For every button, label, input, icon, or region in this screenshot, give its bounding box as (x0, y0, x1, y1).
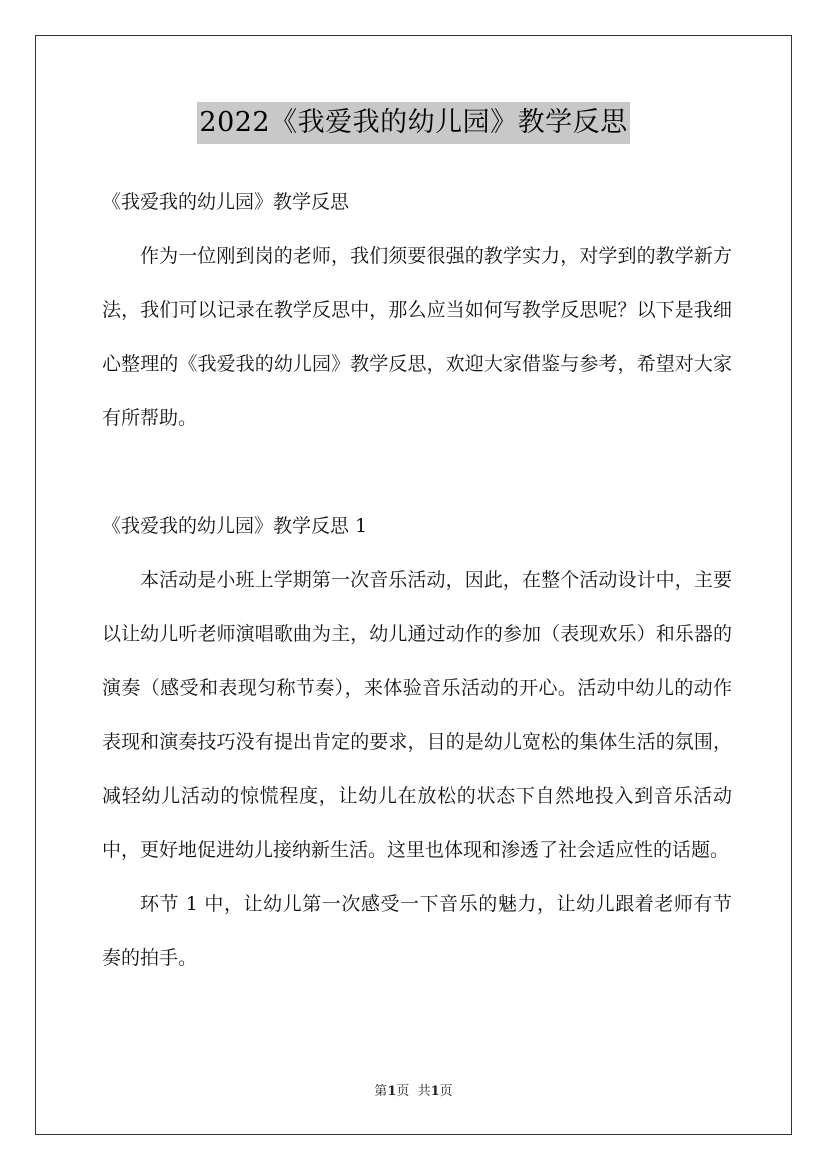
intro-paragraph: 作为一位刚到岗的老师，我们须要很强的教学实力，对学到的教学新方法，我们可以记录在教学反思中，那么应当如何写教学反思呢？以下是我细心整理的《我爱我的幼儿园》教学反思，欢迎大家借鉴与参考，希望对大家有所帮助。 (102, 245, 732, 429)
page-footer (0, 1083, 827, 1101)
document-subtitle: 《我爱我的幼儿园》教学反思 (102, 191, 350, 213)
title-container (0, 102, 827, 144)
body-paragraph: 本活动是小班上学期第一次音乐活动，因此，在整个活动设计中，主要以让幼儿听老师演唱歌曲为主，幼儿通过动作的参加（表现欢乐）和乐器的演奏（感受和表现匀称节奏），来体验音乐活动的开心。活动中幼儿的动作表现和演奏技巧没有提出肯定的要求，目的是幼儿宽松的集体生活的氛围，减轻幼儿活动的惊慌程度，让幼儿在放松的状态下自然地投入到音乐活动中，更好地促进幼儿接纳新生活。这里也体现和渗透了社会适应性的话题。 (102, 569, 732, 861)
section-heading: 《我爱我的幼儿园》教学反思 1 (102, 515, 368, 537)
page-total: 1 (430, 1084, 440, 1099)
section-spacer (102, 445, 732, 499)
page-label-prefix: 第 (374, 1084, 388, 1099)
page-current: 1 (387, 1084, 397, 1099)
document-title: 2022《我爱我的幼儿园》教学反思 (197, 102, 629, 144)
page-label-suffix: 页 (439, 1084, 453, 1099)
page-label-mid: 页 共 (396, 1084, 431, 1099)
body-paragraph: 环节 1 中，让幼儿第一次感受一下音乐的魅力，让幼儿跟着老师有节奏的拍手。 (102, 893, 732, 969)
document-body (102, 175, 732, 985)
